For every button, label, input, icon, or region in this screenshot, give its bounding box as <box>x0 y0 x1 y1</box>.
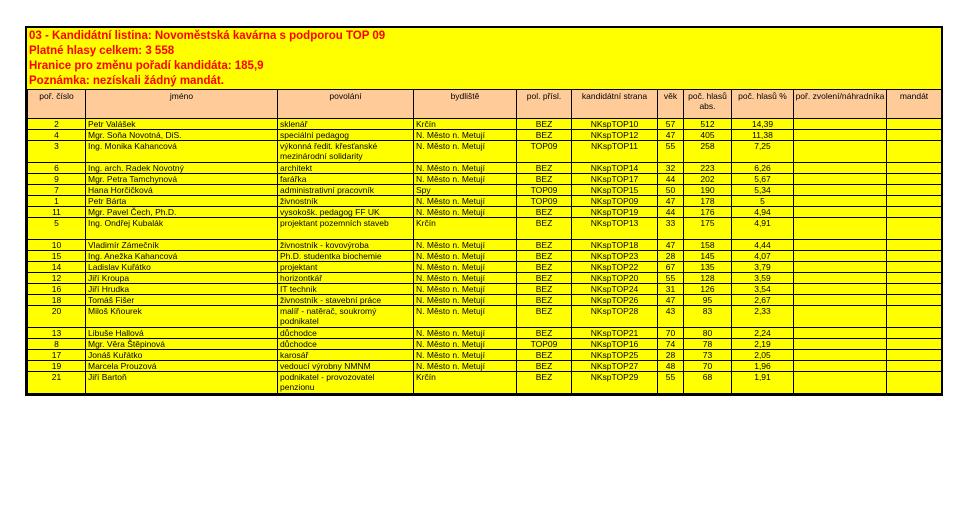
cell-pct: 3,59 <box>732 273 794 284</box>
cell-city: N. Město n. Metují <box>414 130 517 141</box>
cell-list: NKspTOP16 <box>572 339 658 350</box>
cell-name: Ing. Anežka Kahancová <box>86 251 278 262</box>
list-info <box>27 28 941 89</box>
cell-list: NKspTOP23 <box>572 251 658 262</box>
cell-age: 44 <box>658 174 684 185</box>
cell-order <box>794 119 887 130</box>
table-row <box>28 207 942 218</box>
table-row <box>28 240 942 251</box>
cell-city: Krčín <box>414 218 517 240</box>
cell-age: 55 <box>658 273 684 284</box>
cell-num: 21 <box>28 372 86 394</box>
cell-name: Mgr. Petra Tamchynová <box>86 174 278 185</box>
cell-party: TOP09 <box>517 339 572 350</box>
cell-mandate <box>887 185 942 196</box>
cell-city: N. Město n. Metují <box>414 306 517 328</box>
cell-list: NKspTOP14 <box>572 163 658 174</box>
cell-party: BEZ <box>517 240 572 251</box>
cell-pct: 2,67 <box>732 295 794 306</box>
cell-city: N. Město n. Metují <box>414 273 517 284</box>
cell-job: projektant <box>278 262 414 273</box>
cell-age: 50 <box>658 185 684 196</box>
cell-order <box>794 262 887 273</box>
cell-party: BEZ <box>517 207 572 218</box>
cell-party: BEZ <box>517 218 572 240</box>
table-row <box>28 372 942 394</box>
cell-name: Vladimír Zámečník <box>86 240 278 251</box>
cell-mandate <box>887 240 942 251</box>
col-header: povolání <box>278 90 414 119</box>
cell-age: 48 <box>658 361 684 372</box>
table-row <box>28 185 942 196</box>
cell-num: 17 <box>28 350 86 361</box>
cell-list: NKspTOP29 <box>572 372 658 394</box>
cell-pct: 4,91 <box>732 218 794 240</box>
cell-order <box>794 339 887 350</box>
col-header: bydliště <box>414 90 517 119</box>
cell-name: Marcela Prouzová <box>86 361 278 372</box>
cell-city: N. Město n. Metují <box>414 251 517 262</box>
cell-city: N. Město n. Metují <box>414 295 517 306</box>
cell-party: BEZ <box>517 361 572 372</box>
cell-name: Mgr. Soňa Novotná, DiS. <box>86 130 278 141</box>
cell-name: Miloš Kňourek <box>86 306 278 328</box>
cell-pct: 4,07 <box>732 251 794 262</box>
cell-city: N. Město n. Metují <box>414 350 517 361</box>
cell-pct: 11,38 <box>732 130 794 141</box>
cell-age: 32 <box>658 163 684 174</box>
table-row <box>28 339 942 350</box>
cell-party: BEZ <box>517 262 572 273</box>
cell-name: Hana Horčičková <box>86 185 278 196</box>
cell-num: 14 <box>28 262 86 273</box>
cell-age: 55 <box>658 372 684 394</box>
cell-abs: 175 <box>684 218 732 240</box>
cell-order <box>794 207 887 218</box>
cell-party: BEZ <box>517 119 572 130</box>
cell-party: BEZ <box>517 130 572 141</box>
cell-list: NKspTOP10 <box>572 119 658 130</box>
cell-abs: 178 <box>684 196 732 207</box>
cell-num: 20 <box>28 306 86 328</box>
cell-mandate <box>887 328 942 339</box>
cell-num: 7 <box>28 185 86 196</box>
cell-pct: 5,67 <box>732 174 794 185</box>
cell-pct: 3,54 <box>732 284 794 295</box>
cell-num: 13 <box>28 328 86 339</box>
cell-age: 33 <box>658 218 684 240</box>
cell-name: Tomáš Fišer <box>86 295 278 306</box>
table-row <box>28 273 942 284</box>
cell-job: výkonná ředit. křesťanské mezinárodní solidarity <box>278 141 414 163</box>
cell-list: NKspTOP25 <box>572 350 658 361</box>
cell-abs: 73 <box>684 350 732 361</box>
cell-age: 47 <box>658 295 684 306</box>
cell-age: 74 <box>658 339 684 350</box>
table-row <box>28 141 942 163</box>
cell-name: Jiří Kroupa <box>86 273 278 284</box>
col-header: mandát <box>887 90 942 119</box>
cell-city: Spy <box>414 185 517 196</box>
cell-name: Mgr. Věra Štěpinová <box>86 339 278 350</box>
cell-pct: 4,94 <box>732 207 794 218</box>
cell-order <box>794 218 887 240</box>
cell-list: NKspTOP09 <box>572 196 658 207</box>
table-row <box>28 350 942 361</box>
cell-abs: 512 <box>684 119 732 130</box>
cell-order <box>794 273 887 284</box>
cell-order <box>794 196 887 207</box>
candidate-sheet <box>25 26 943 396</box>
cell-list: NKspTOP15 <box>572 185 658 196</box>
cell-mandate <box>887 174 942 185</box>
cell-pct: 5,34 <box>732 185 794 196</box>
cell-age: 43 <box>658 306 684 328</box>
cell-order <box>794 130 887 141</box>
cell-order <box>794 372 887 394</box>
cell-job: vedoucí výrobny NMNM <box>278 361 414 372</box>
cell-num: 19 <box>28 361 86 372</box>
cell-party: BEZ <box>517 273 572 284</box>
cell-mandate <box>887 295 942 306</box>
cell-mandate <box>887 273 942 284</box>
cell-pct: 14,39 <box>732 119 794 130</box>
cell-age: 28 <box>658 350 684 361</box>
cell-party: BEZ <box>517 163 572 174</box>
cell-mandate <box>887 218 942 240</box>
cell-city: N. Město n. Metují <box>414 284 517 295</box>
cell-num: 15 <box>28 251 86 262</box>
cell-party: BEZ <box>517 306 572 328</box>
table-row <box>28 130 942 141</box>
cell-order <box>794 185 887 196</box>
cell-abs: 78 <box>684 339 732 350</box>
cell-job: živnostník - kovovýroba <box>278 240 414 251</box>
col-header: věk <box>658 90 684 119</box>
cell-num: 16 <box>28 284 86 295</box>
cell-abs: 95 <box>684 295 732 306</box>
cell-city: N. Město n. Metují <box>414 141 517 163</box>
table-row <box>28 262 942 273</box>
cell-num: 8 <box>28 339 86 350</box>
table-row <box>28 295 942 306</box>
cell-order <box>794 174 887 185</box>
cell-name: Mgr. Pavel Čech, Ph.D. <box>86 207 278 218</box>
cell-abs: 258 <box>684 141 732 163</box>
cell-order <box>794 284 887 295</box>
cell-order <box>794 240 887 251</box>
table-row <box>28 218 942 240</box>
cell-list: NKspTOP28 <box>572 306 658 328</box>
cell-name: Jiří Hrudka <box>86 284 278 295</box>
table-row <box>28 163 942 174</box>
cell-job: podnikatel - provozovatel penzionu <box>278 372 414 394</box>
cell-order <box>794 163 887 174</box>
table-row <box>28 284 942 295</box>
table-row <box>28 196 942 207</box>
col-header: poč. hlasů abs. <box>684 90 732 119</box>
cell-name: Ladislav Kuřátko <box>86 262 278 273</box>
cell-age: 31 <box>658 284 684 295</box>
cell-age: 47 <box>658 130 684 141</box>
cell-party: TOP09 <box>517 141 572 163</box>
note: Poznámka: nezískali žádný mandát. <box>29 75 224 87</box>
table-header <box>28 90 942 119</box>
cell-city: N. Město n. Metují <box>414 262 517 273</box>
cell-job: malíř - natěrač, soukromý podnikatel <box>278 306 414 328</box>
cell-name: Jiří Bartoň <box>86 372 278 394</box>
col-header: poč. hlasů % <box>732 90 794 119</box>
cell-party: BEZ <box>517 295 572 306</box>
cell-mandate <box>887 141 942 163</box>
cell-pct: 2,19 <box>732 339 794 350</box>
cell-party: BEZ <box>517 251 572 262</box>
cell-list: NKspTOP18 <box>572 240 658 251</box>
cell-abs: 145 <box>684 251 732 262</box>
cell-mandate <box>887 262 942 273</box>
col-header: kandidátní strana <box>572 90 658 119</box>
cell-list: NKspTOP27 <box>572 361 658 372</box>
cell-mandate <box>887 130 942 141</box>
cell-age: 47 <box>658 240 684 251</box>
table-row <box>28 251 942 262</box>
cell-num: 3 <box>28 141 86 163</box>
cell-abs: 126 <box>684 284 732 295</box>
cell-list: NKspTOP17 <box>572 174 658 185</box>
cell-mandate <box>887 350 942 361</box>
cell-name: Libuše Hallová <box>86 328 278 339</box>
cell-party: BEZ <box>517 174 572 185</box>
table-row <box>28 119 942 130</box>
col-header: pol. přísl. <box>517 90 572 119</box>
cell-party: BEZ <box>517 350 572 361</box>
cell-city: N. Město n. Metují <box>414 174 517 185</box>
cell-job: sklenář <box>278 119 414 130</box>
cell-age: 67 <box>658 262 684 273</box>
cell-city: Krčín <box>414 119 517 130</box>
table-row <box>28 328 942 339</box>
cell-job: speciální pedagog <box>278 130 414 141</box>
cell-job: architekt <box>278 163 414 174</box>
cell-order <box>794 251 887 262</box>
cell-list: NKspTOP13 <box>572 218 658 240</box>
cell-age: 70 <box>658 328 684 339</box>
cell-abs: 128 <box>684 273 732 284</box>
cell-list: NKspTOP19 <box>572 207 658 218</box>
cell-name: Jonáš Kuřátko <box>86 350 278 361</box>
cell-mandate <box>887 251 942 262</box>
cell-num: 4 <box>28 130 86 141</box>
cell-num: 5 <box>28 218 86 240</box>
cell-abs: 70 <box>684 361 732 372</box>
cell-order <box>794 141 887 163</box>
cell-abs: 83 <box>684 306 732 328</box>
cell-mandate <box>887 306 942 328</box>
cell-job: horizontkář <box>278 273 414 284</box>
cell-abs: 176 <box>684 207 732 218</box>
cell-name: Petr Bárta <box>86 196 278 207</box>
cell-pct: 2,24 <box>732 328 794 339</box>
order-threshold: Hranice pro změnu pořadí kandidáta: 185,9 <box>29 60 264 72</box>
cell-city: N. Město n. Metují <box>414 361 517 372</box>
cell-city: N. Město n. Metují <box>414 240 517 251</box>
cell-party: BEZ <box>517 328 572 339</box>
table-row <box>28 306 942 328</box>
cell-num: 12 <box>28 273 86 284</box>
cell-list: NKspTOP24 <box>572 284 658 295</box>
cell-mandate <box>887 196 942 207</box>
cell-age: 55 <box>658 141 684 163</box>
cell-job: karosář <box>278 350 414 361</box>
cell-party: BEZ <box>517 284 572 295</box>
cell-list: NKspTOP22 <box>572 262 658 273</box>
cell-mandate <box>887 163 942 174</box>
cell-abs: 158 <box>684 240 732 251</box>
cell-order <box>794 295 887 306</box>
cell-party: BEZ <box>517 372 572 394</box>
cell-job: důchodce <box>278 339 414 350</box>
cell-city: N. Město n. Metují <box>414 207 517 218</box>
col-header: poř. číslo <box>28 90 86 119</box>
cell-pct: 6,26 <box>732 163 794 174</box>
cell-pct: 2,05 <box>732 350 794 361</box>
candidate-table <box>27 89 942 394</box>
cell-city: N. Město n. Metují <box>414 163 517 174</box>
cell-list: NKspTOP21 <box>572 328 658 339</box>
cell-pct: 1,91 <box>732 372 794 394</box>
cell-list: NKspTOP20 <box>572 273 658 284</box>
cell-list: NKspTOP26 <box>572 295 658 306</box>
cell-num: 10 <box>28 240 86 251</box>
cell-job: IT technik <box>278 284 414 295</box>
cell-num: 9 <box>28 174 86 185</box>
cell-list: NKspTOP12 <box>572 130 658 141</box>
table-row <box>28 361 942 372</box>
cell-list: NKspTOP11 <box>572 141 658 163</box>
cell-job: projektant pozemních staveb <box>278 218 414 240</box>
cell-num: 6 <box>28 163 86 174</box>
cell-party: TOP09 <box>517 196 572 207</box>
cell-mandate <box>887 339 942 350</box>
cell-city: Krčín <box>414 372 517 394</box>
cell-name: Ing. arch. Radek Novotný <box>86 163 278 174</box>
cell-pct: 3,79 <box>732 262 794 273</box>
col-header: jméno <box>86 90 278 119</box>
cell-abs: 223 <box>684 163 732 174</box>
cell-mandate <box>887 119 942 130</box>
cell-order <box>794 328 887 339</box>
cell-order <box>794 306 887 328</box>
list-title: 03 - Kandidátní listina: Novoměstská kavárna s podporou TOP 09 <box>29 30 386 42</box>
cell-city: N. Město n. Metují <box>414 339 517 350</box>
cell-pct: 5 <box>732 196 794 207</box>
cell-num: 18 <box>28 295 86 306</box>
cell-job: důchodce <box>278 328 414 339</box>
cell-pct: 1,96 <box>732 361 794 372</box>
cell-job: farářka <box>278 174 414 185</box>
cell-pct: 4,44 <box>732 240 794 251</box>
cell-pct: 2,33 <box>732 306 794 328</box>
cell-order <box>794 361 887 372</box>
cell-abs: 202 <box>684 174 732 185</box>
cell-age: 47 <box>658 196 684 207</box>
cell-mandate <box>887 372 942 394</box>
cell-job: živnostník - stavební práce <box>278 295 414 306</box>
cell-mandate <box>887 361 942 372</box>
cell-abs: 68 <box>684 372 732 394</box>
cell-job: Ph.D. studentka biochemie <box>278 251 414 262</box>
cell-job: živnostník <box>278 196 414 207</box>
cell-num: 1 <box>28 196 86 207</box>
cell-pct: 7,25 <box>732 141 794 163</box>
cell-city: N. Město n. Metují <box>414 196 517 207</box>
cell-job: vysokošk. pedagog FF UK <box>278 207 414 218</box>
valid-votes: Platné hlasy celkem: 3 558 <box>29 45 175 57</box>
cell-age: 28 <box>658 251 684 262</box>
cell-city: N. Město n. Metují <box>414 328 517 339</box>
cell-abs: 405 <box>684 130 732 141</box>
cell-age: 44 <box>658 207 684 218</box>
cell-party: TOP09 <box>517 185 572 196</box>
cell-name: Ing. Monika Kahancová <box>86 141 278 163</box>
cell-mandate <box>887 284 942 295</box>
cell-num: 2 <box>28 119 86 130</box>
cell-job: administrativní pracovník <box>278 185 414 196</box>
cell-age: 57 <box>658 119 684 130</box>
cell-abs: 190 <box>684 185 732 196</box>
table-row <box>28 174 942 185</box>
col-header: poř. zvolení/náhradníka <box>794 90 887 119</box>
cell-name: Ing. Ondřej Kubalák <box>86 218 278 240</box>
cell-abs: 80 <box>684 328 732 339</box>
cell-mandate <box>887 207 942 218</box>
cell-num: 11 <box>28 207 86 218</box>
cell-abs: 135 <box>684 262 732 273</box>
cell-order <box>794 350 887 361</box>
cell-name: Petr Valášek <box>86 119 278 130</box>
